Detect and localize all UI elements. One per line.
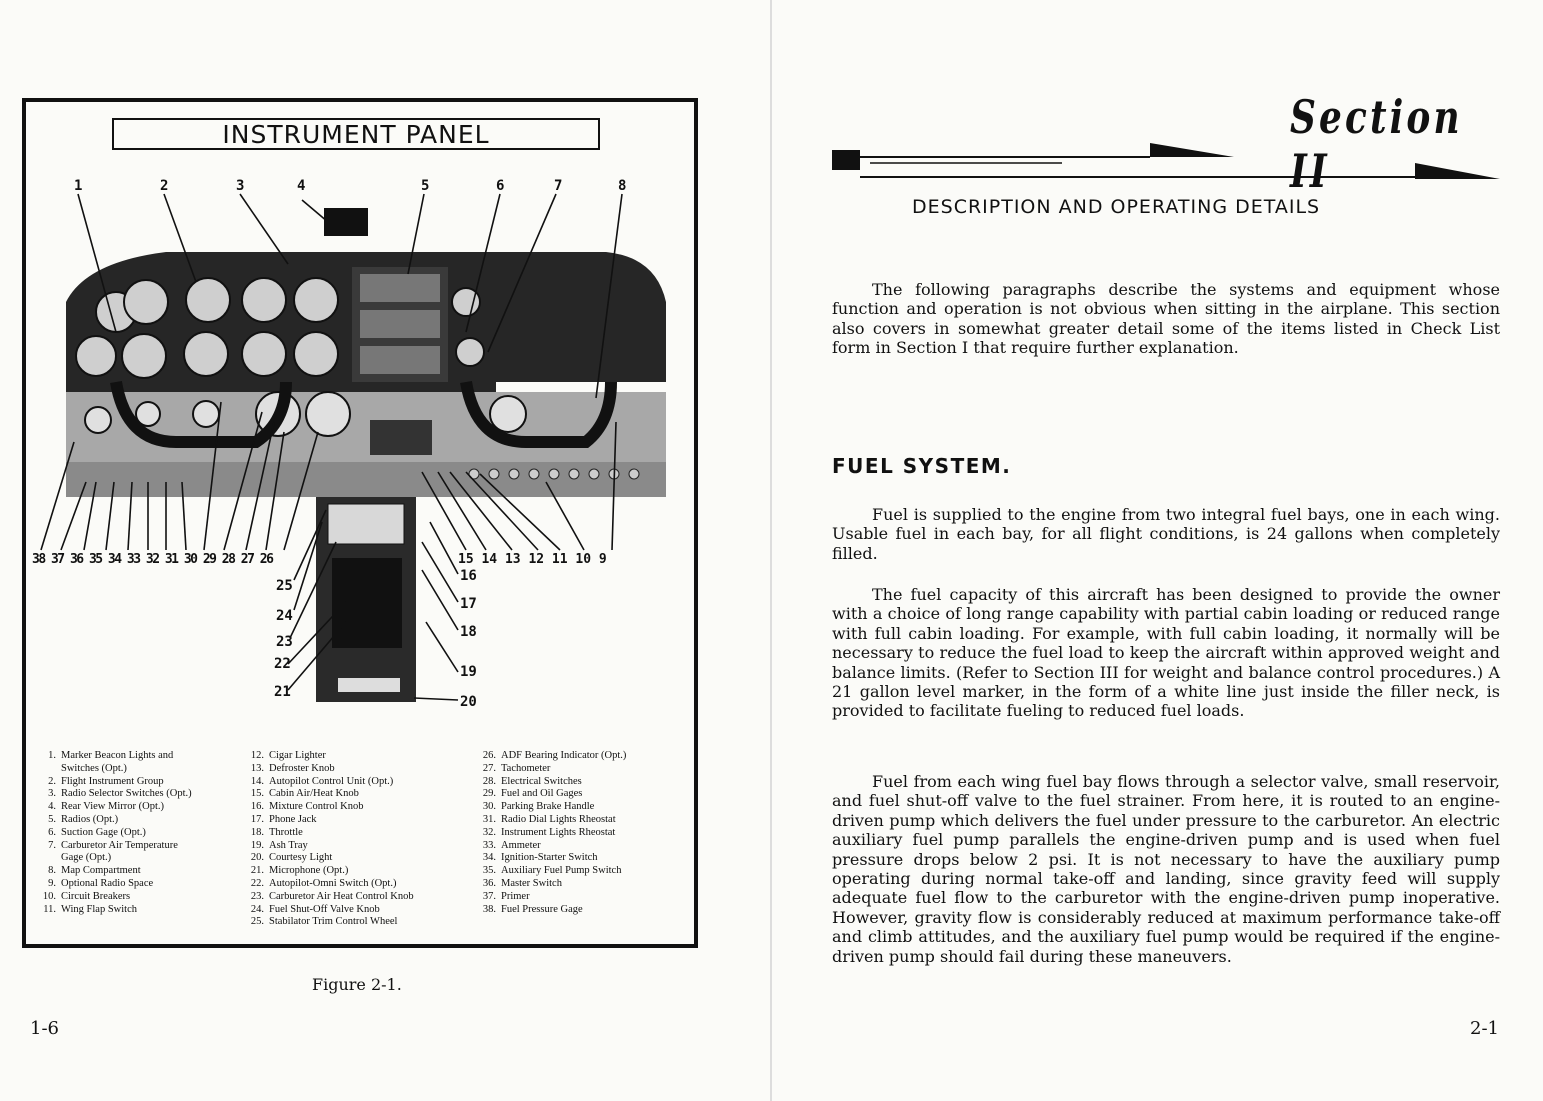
legend-item: [472, 840, 626, 853]
legend-item-text: Defroster Knob: [269, 762, 335, 774]
legend-item-text: Stabilator Trim Control Wheel: [269, 916, 398, 928]
legend-item-number: 15.: [250, 788, 264, 800]
section-header-rule: [830, 135, 1510, 185]
legend-item-number: 28.: [482, 775, 496, 787]
legend-item-text: Ammeter: [501, 839, 541, 851]
legend-item-text: Autopilot Control Unit (Opt.): [269, 775, 394, 787]
callout-25: 25: [276, 578, 293, 594]
callout-6: 6: [496, 178, 505, 194]
legend-item-number: 13.: [250, 762, 264, 774]
legend-item-number: 10.: [42, 890, 56, 902]
legend-item-number: 14.: [250, 775, 264, 787]
legend-item-number: [32, 763, 61, 776]
legend-item: [240, 788, 414, 801]
legend-item-text: Marker Beacon Lights and: [61, 750, 174, 761]
intro-paragraph: [832, 280, 1500, 358]
legend-item: [240, 827, 414, 840]
legend-item: [32, 827, 192, 840]
legend-item-number: 7.: [48, 839, 56, 851]
legend-item: [472, 865, 626, 878]
legend-item-text: Radio Selector Switches (Opt.): [61, 788, 192, 800]
legend-item: [32, 891, 192, 904]
legend-item: [472, 904, 626, 917]
legend-item-number: [32, 852, 61, 865]
legend-item-text: Flight Instrument Group: [61, 775, 164, 787]
legend-item-text: Radio Dial Lights Rheostat: [501, 813, 616, 825]
legend-item: [472, 814, 626, 827]
fuel-paragraph-3: [832, 772, 1500, 966]
legend-item-text: Suction Gage (Opt.): [61, 826, 146, 838]
legend-item-text: Fuel and Oil Gages: [501, 788, 583, 800]
legend-item-number: 37.: [482, 890, 496, 902]
legend-item: [240, 878, 414, 891]
legend-item-number: 33.: [482, 839, 496, 851]
legend-item-number: 12.: [250, 750, 264, 761]
callout-20: 20: [460, 694, 477, 710]
legend-item-text: Map Compartment: [61, 865, 141, 877]
legend-item: [240, 916, 414, 929]
section-subtitle: DESCRIPTION AND OPERATING DETAILS: [912, 196, 1321, 218]
legend-item-text: Mixture Control Knob: [269, 801, 364, 813]
callout-7: 7: [554, 178, 563, 194]
fuel-paragraph-2: [832, 585, 1500, 721]
legend-item: [32, 763, 192, 776]
legend-item: [472, 852, 626, 865]
legend-item-text: Carburetor Air Heat Control Knob: [269, 890, 414, 902]
legend-item-number: 23.: [250, 890, 264, 902]
legend-item-text: Ignition-Starter Switch: [501, 852, 598, 864]
legend-item-number: 32.: [482, 826, 496, 838]
legend-item-number: 29.: [482, 788, 496, 800]
fuel-paragraph-3-text: Fuel from each wing fuel bay flows through a selector valve, small reservoir, and fuel shut-off valve to the fuel strainer. From here, it is routed to an engine-driven pump which delivers the fuel under pressure to the carburetor. An electric auxiliary fuel pump parallels the engine-driven pump and is used when fuel pressure drops below 2 psi. It is not necessary to have the auxiliary pump operating during normal take-off and landing, since gravity feed will supply adequate fuel flow to the carburetor with the engine-driven pump inoperative. However, gravity flow is considerably reduced at maximum performance take-off and climb attitudes, and the auxiliary fuel pump would be required if the engine-driven pump should fail during these maneuvers.: [832, 772, 1500, 966]
legend-item-number: 3.: [48, 788, 56, 800]
legend-item-text: Tachometer: [501, 762, 551, 774]
legend-item-number: 19.: [250, 839, 264, 851]
legend-item: [240, 865, 414, 878]
legend-item-text: Phone Jack: [269, 813, 317, 825]
legend-item-text: Fuel Shut-Off Valve Knob: [269, 903, 380, 915]
legend-item-number: 26.: [482, 750, 496, 761]
callout-17: 17: [460, 596, 477, 612]
legend-item-number: 5.: [48, 813, 56, 825]
legend-item-text: Throttle: [269, 826, 303, 838]
legend-item-text: Parking Brake Handle: [501, 801, 595, 813]
legend-item-text: Carburetor Air Temperature: [61, 839, 178, 851]
legend-item-number: 18.: [250, 826, 264, 838]
page-gutter: [770, 0, 772, 1101]
callout-5: 5: [421, 178, 430, 194]
instrument-panel-illustration: [26, 102, 694, 742]
legend-item-text: Switches (Opt.): [61, 762, 127, 774]
legend-item: [32, 904, 192, 917]
legend-item-text: Microphone (Opt.): [269, 865, 349, 877]
callout-22: 22: [274, 656, 291, 672]
callout-3: 3: [236, 178, 245, 194]
legend-column-2: [240, 750, 414, 929]
legend-item-text: Optional Radio Space: [61, 877, 154, 889]
legend-column-3: [472, 750, 626, 916]
left-page-number: 1-6: [30, 1018, 59, 1039]
legend-item: [240, 763, 414, 776]
legend-item-number: 21.: [250, 865, 264, 877]
legend-item: [32, 776, 192, 789]
legend-item: [32, 878, 192, 891]
legend-item-number: 6.: [48, 826, 56, 838]
legend-item: [240, 852, 414, 865]
legend-item: [32, 788, 192, 801]
legend-item-text: Master Switch: [501, 877, 562, 889]
legend-item-text: Rear View Mirror (Opt.): [61, 801, 164, 813]
legend-item-text: Fuel Pressure Gage: [501, 903, 583, 915]
callout-1: 1: [74, 178, 83, 194]
legend-item: [472, 827, 626, 840]
legend-item-text: Gage (Opt.): [61, 852, 112, 864]
fuel-paragraph-1-text: Fuel is supplied to the engine from two integral fuel bays, one in each wing. Usable fuel in each bay, for all flight conditions, is 24 gallons when completely filled.: [832, 505, 1500, 563]
legend-item-number: 25.: [250, 916, 264, 928]
callout-21: 21: [274, 684, 291, 700]
legend-item: [240, 891, 414, 904]
callout-19: 19: [460, 664, 477, 680]
fuel-paragraph-2-text: The fuel capacity of this aircraft has been designed to provide the owner with a choice of long range capability with partial cabin loading or reduced range with full cabin loading. For example, with full cabin loading, it normally will be necessary to reduce the fuel load to keep the aircraft within approved weight and balance limits. (Refer to Section III for weight and balance control procedures.) A 21 gallon level marker, in the form of a white line just inside the filler neck, is provided to facilitate fueling to reduced fuel loads.: [832, 585, 1500, 721]
legend-item: [32, 801, 192, 814]
legend-item: [472, 801, 626, 814]
legend-item-number: 1.: [48, 750, 56, 761]
legend-item: [472, 891, 626, 904]
legend-item-number: 20.: [250, 852, 264, 864]
legend-item: [240, 750, 414, 763]
legend-item-number: 22.: [250, 877, 264, 889]
legend-item: [240, 801, 414, 814]
legend-item-text: Circuit Breakers: [61, 890, 131, 902]
legend-item: [32, 814, 192, 827]
callout-8: 8: [618, 178, 627, 194]
legend-item: [472, 788, 626, 801]
callout-18: 18: [460, 624, 477, 640]
legend-item-number: 16.: [250, 801, 264, 813]
legend-item-text: Cigar Lighter: [269, 750, 326, 761]
legend-item-number: 38.: [482, 903, 496, 915]
instrument-panel-figure: [22, 98, 698, 948]
legend-item-number: 11.: [43, 903, 56, 915]
figure-caption: Figure 2-1.: [312, 975, 402, 994]
legend-item-number: 36.: [482, 877, 496, 889]
legend-item-number: 31.: [482, 813, 496, 825]
legend-item-number: 4.: [48, 801, 56, 813]
legend-item: [240, 840, 414, 853]
legend-column-1: [32, 750, 192, 916]
legend-item-number: 27.: [482, 762, 496, 774]
legend-item-number: 8.: [48, 865, 56, 877]
legend-item-text: Autopilot-Omni Switch (Opt.): [269, 877, 397, 889]
legend-item: [240, 776, 414, 789]
fuel-system-heading: FUEL SYSTEM.: [832, 454, 1012, 478]
legend-item-number: 17.: [250, 813, 264, 825]
legend-item-number: 35.: [482, 865, 496, 877]
legend-item-text: Radios (Opt.): [61, 813, 119, 825]
legend-item: [32, 840, 192, 853]
callouts-38-to-26: 38 37 36 35 34 33 32 31 30 29 28 27 26: [32, 552, 273, 567]
legend-item-text: Courtesy Light: [269, 852, 333, 864]
legend-item-text: Primer: [501, 890, 530, 902]
legend-item: [32, 750, 192, 763]
callouts-15-to-9: 15 14 13 12 11 10 9: [458, 552, 607, 567]
legend-item-text: Cabin Air/Heat Knob: [269, 788, 359, 800]
legend-item: [472, 750, 626, 763]
legend-item-number: 9.: [48, 877, 56, 889]
callout-4: 4: [297, 178, 306, 194]
legend-item-number: 30.: [482, 801, 496, 813]
fuel-paragraph-1: [832, 505, 1500, 563]
legend-item: [472, 878, 626, 891]
callout-23: 23: [276, 634, 293, 650]
legend-item: [32, 865, 192, 878]
legend-item-number: 24.: [250, 903, 264, 915]
legend-item-text: Auxiliary Fuel Pump Switch: [501, 865, 622, 877]
legend-item-text: Ash Tray: [269, 839, 308, 851]
callout-2: 2: [160, 178, 169, 194]
legend-item: [472, 763, 626, 776]
legend-item-number: 34.: [482, 852, 496, 864]
legend-item-text: Electrical Switches: [501, 775, 582, 787]
legend-item: [240, 904, 414, 917]
figure-title: INSTRUMENT PANEL: [112, 118, 600, 150]
legend-item-text: ADF Bearing Indicator (Opt.): [501, 750, 627, 761]
legend-item-number: 2.: [48, 775, 56, 787]
legend-item-text: Wing Flap Switch: [61, 903, 137, 915]
callout-16: 16: [460, 568, 477, 584]
right-page-number: 2-1: [1470, 1018, 1499, 1039]
legend-item: [32, 852, 192, 865]
legend-item: [240, 814, 414, 827]
intro-text: The following paragraphs describe the systems and equipment whose function and operation is not obvious when sitting in the airplane. This section also covers in somewhat greater detail some of the items listed in Check List form in Section I that require further explanation.: [832, 280, 1500, 358]
legend-item-text: Instrument Lights Rheostat: [501, 826, 616, 838]
legend-item: [472, 776, 626, 789]
section-title: Section II: [1290, 90, 1463, 198]
callout-24: 24: [276, 608, 293, 624]
